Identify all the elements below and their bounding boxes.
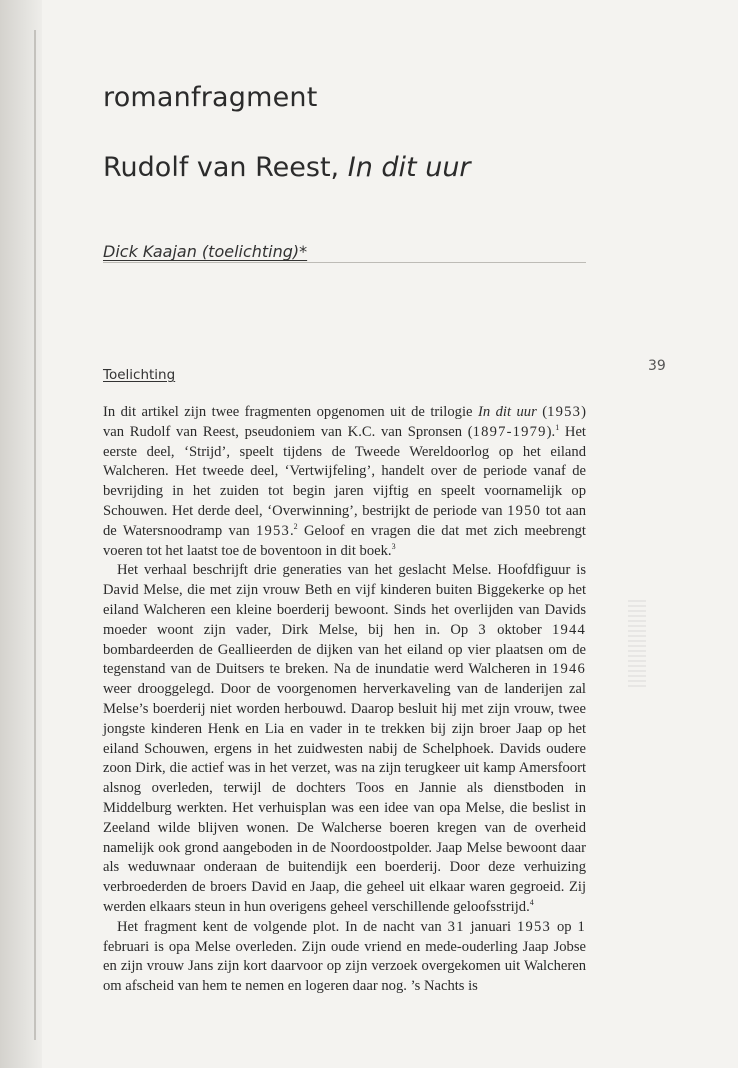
paragraph: Het verhaal beschrijft drie generaties van het geslacht Melse. Hoofdfiguur is David Melse, die met zijn vrouw Beth en vijf kinderen buiten Biggekerke op het eiland Walcheren een kleine boerderij bewoont. Sinds het overlijden van Davids moeder woont zijn vader, Dirk Melse, bij hen in. Op 3 oktober 1944 bombardeerden de Geallieerden de dijken van het eiland op vier plaatsen om de tegenstand van de Duitsers te breken. Na de inundatie werd Walcheren in 1946 weer drooggelegd. Door de voorgenomen herverkaveling van de landerijen zal Melse’s boerderij niet worden herbouwd. Daarop besluit hij met zijn vrouw, twee jongste kinderen Henk en Lia en vader in te trekken bij zijn broer Jaap op het eiland Schouwen, ergens in het zuidwesten nabij de Schelphoek. Davids oudere zoon Dirk, die actief was in het verzet, was na zijn terugkeer uit kamp Amersfoort alsnog overleden, terwijl de dochters Toos en Jannie als dienstboden in Middelburg werkten. Het verhuisplan was een idee van opa Melse, die beslist in Zeeland wilde blijven wonen. De Walcherse boeren kregen van de overheid namelijk ook grond aangeboden in de Noordoostpolder. Jaap Melse bewoont daar als weduwnaar onderaan de buitendijk een boerderij. Door deze verhuizing verbroederden de broers David en Jaap, die geheel uit elkaar waren gegroeid. Zij werden elkaars steun in hun overigens geheel verschillende geloofsstrijd.$^4$ <box>103 562 586 915</box>
paragraph: In dit artikel zijn twee fragmenten opgenomen uit de trilogie In dit uur (1953) van Rudolf van Reest, pseudoniem van K.C. van Spronsen (1897-1979).$^1$ Het eerste deel, ‘Strijd’, speelt tijdens de Tweede Wereldoorlog op het eiland Walcheren. Het tweede deel, ‘Vertwijfeling’, handelt over de periode vanaf de bevrijding in het zuiden tot begin jaren vijftig en speelt voornamelijk op Schouwen. Het derde deel, ‘Overwinning’, bestrijkt de periode van 1950 tot aan de Watersnoodramp van 1953.$^2$ Geloof en vragen die dat met zich meebrengt voeren tot het laatst toe de boventoon in dit boek.$^3$ <box>103 404 586 559</box>
subheading: Toelichting <box>103 367 176 383</box>
footnote-ref[interactable]: 4 <box>529 898 534 908</box>
byline: Dick Kaajan (toelichting)* <box>103 242 308 261</box>
show-through-text <box>628 600 646 690</box>
body-text <box>103 403 586 997</box>
title-author: Rudolf van Reest, <box>103 152 340 183</box>
title-work: In dit uur <box>347 152 471 183</box>
footnote-ref[interactable]: 1 <box>555 422 560 432</box>
paragraph: Het fragment kent de volgende plot. In de nacht van 31 januari 1953 op 1 februari is opa Melse overleden. Zijn oude vriend en mede-ouderling Jaap Jobse en zijn vrouw Jans zijn kort daarvoor op zijn verzoek overgekomen uit Walcheren om afscheid van hem te nemen en logeren daar nog. ’s Nachts is <box>103 918 586 995</box>
gutter-line <box>34 30 36 1040</box>
work-title: In dit uur <box>477 404 537 420</box>
footnote-ref[interactable]: 3 <box>391 541 396 551</box>
page-number: 39 <box>648 358 666 374</box>
article-title <box>103 152 471 183</box>
byline-rule <box>103 262 586 263</box>
section-label: romanfragment <box>103 82 318 113</box>
footnote-ref[interactable]: 2 <box>293 521 298 531</box>
